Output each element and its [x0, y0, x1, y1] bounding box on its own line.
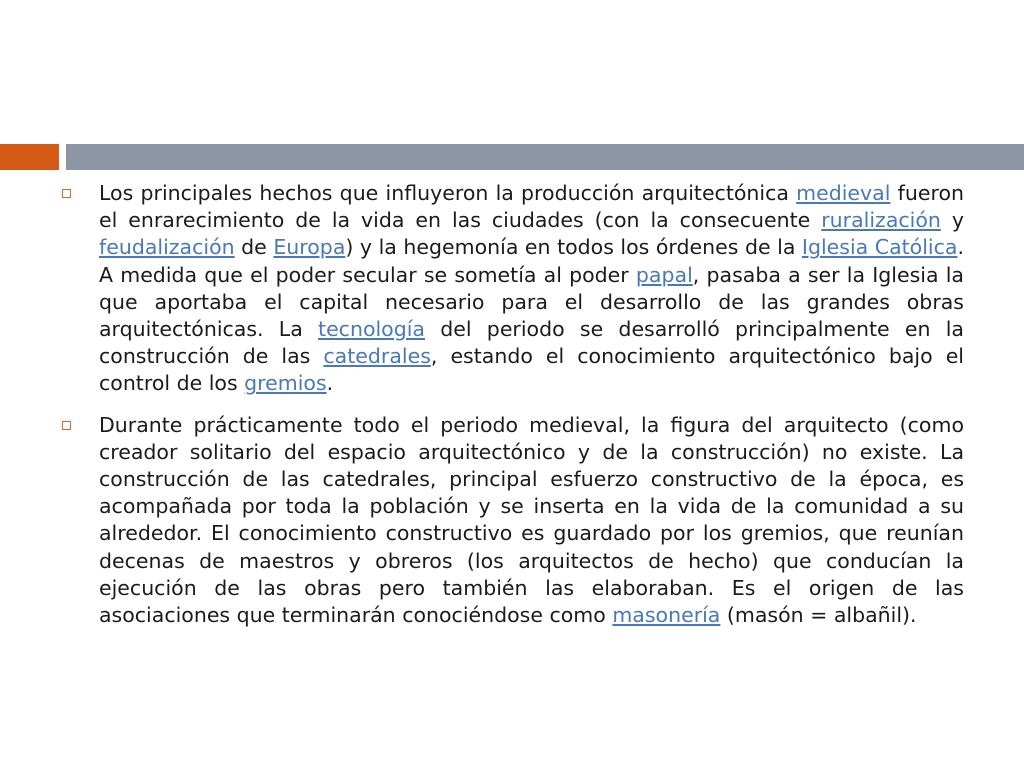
text-span: Los principales hechos que influyeron la producción arquitectónica: [99, 181, 797, 205]
bullet-item-1: [62, 180, 964, 398]
text-span: , estando el conocimiento arquitectónico bajo el control de los: [99, 344, 964, 396]
text-span: .: [326, 371, 334, 396]
text-span: . A medida que el poder secular se sometía al poder: [99, 235, 964, 287]
link-europa[interactable]: Europa: [273, 235, 346, 260]
accent-bar: [0, 144, 59, 170]
text-span: del periodo se desarrolló principalmente en la construcción de las: [99, 317, 964, 369]
link-iglesia-catolica[interactable]: Iglesia Católica: [801, 235, 958, 260]
text-span: , pasaba a ser la Iglesia la que aportaba el capital necesario para el desarrollo de las grandes obras arquitectónicas. La: [99, 262, 964, 342]
text-span: Durante prácticamente todo el periodo medieval, la figura del arquitecto (como creador solitario del espacio arquitectónico y de la construcción) no existe. La construcción de las catedrales, principal esfuerzo constructivo de la época, es acompañada por toda la población y se inserta en la vida de la comunidad a su alrededor. El conocimiento constructivo es guardado por los gremios, que reunían decenas de maestros y obreros (los arquitectos de hecho) que conducían la ejecución de las obras pero también las elaboraban. Es el origen de las asociaciones que terminarán conociéndose como: [99, 412, 964, 628]
square-bullet-icon: [62, 421, 71, 430]
link-papal[interactable]: papal: [635, 262, 693, 287]
slide-content: [62, 180, 964, 643]
link-masoneria[interactable]: masonería: [612, 603, 721, 628]
link-feudalizacion[interactable]: feudalización: [99, 235, 235, 260]
text-span: (masón = albañil).: [720, 603, 917, 628]
text-span: de: [234, 235, 274, 260]
header-bar: [66, 144, 1024, 170]
link-ruralizacion[interactable]: ruralización: [821, 208, 941, 233]
link-gremios[interactable]: gremios: [244, 371, 327, 396]
text-span: y: [940, 208, 964, 233]
square-bullet-icon: [62, 189, 71, 198]
link-catedrales[interactable]: catedrales: [323, 344, 431, 369]
text-span: ) y la hegemonía en todos los órdenes de la: [345, 235, 802, 260]
link-tecnologia[interactable]: tecnología: [318, 317, 425, 342]
link-medieval[interactable]: medieval: [796, 181, 891, 205]
text-span: fueron el enrarecimiento de la vida en las ciudades (con la consecuente: [99, 181, 964, 233]
bullet-item-2: [62, 412, 964, 630]
